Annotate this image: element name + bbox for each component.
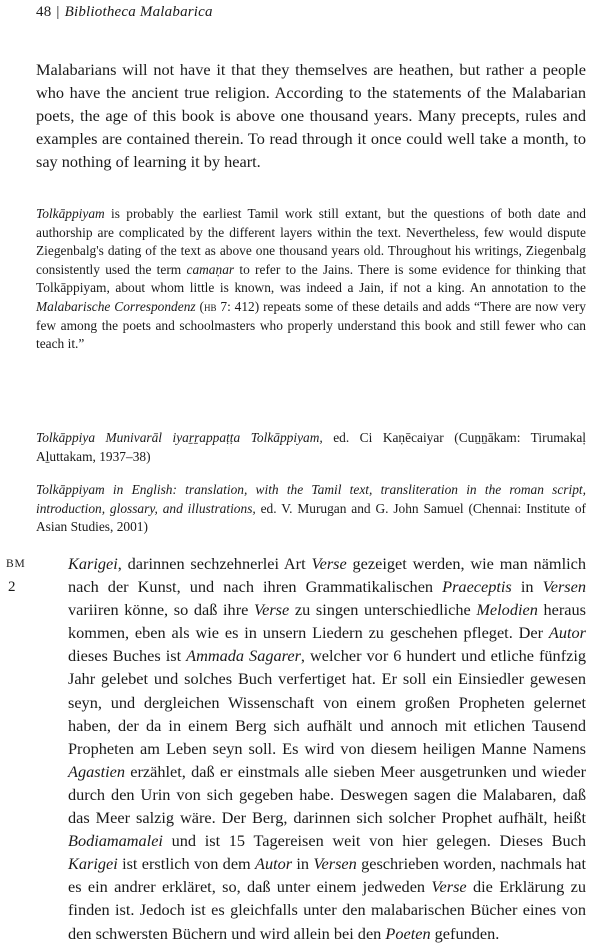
entry-italic-term: Ammada Sagarer [186, 646, 301, 666]
entry-italic-term: Praeceptis [442, 577, 512, 597]
commentary-source-title: Malabarische Correspondenz [36, 298, 196, 314]
entry-text-run: gezeiget werden, wie man nämlich nach der Kunst, und nach ihren Grammatikalischen [68, 554, 586, 597]
entry-sigla: BM [6, 558, 26, 570]
running-header [36, 2, 213, 22]
commentary-siglum: hb [203, 299, 217, 314]
reference-entry [36, 429, 586, 466]
entry-text-run: variiren könne, so daß ihre [68, 600, 254, 620]
reference-title: Tolkāppiyam in English: translation, with the Tamil text, transliteration in the roman script, introduction, glossary, and illustrations, [36, 482, 586, 516]
page-number: 48 [36, 4, 52, 20]
entry-italic-term: Verse [431, 877, 467, 897]
reference-entry [36, 481, 586, 537]
header-separator: | [56, 4, 60, 20]
entry-text-run: geschrieben worden, nachmals hat es ein andrer erkläret, so, daß unter einem jedweden [68, 854, 586, 897]
commentary-text: to refer to the Jains. There is some evidence for thinking that Tolkāppiyam, about whom little is known, was indeed a Jain, if not a king. An annotation to the [36, 261, 587, 296]
entry-text-run: zu singen unterschiedliche [289, 600, 477, 620]
commentary-text: ( [195, 298, 204, 314]
entry-italic-term: Autor [548, 623, 586, 643]
entry-text-run: gefunden. [430, 923, 500, 943]
commentary-term: camaṇar [186, 261, 235, 277]
entry-text-run: dieses Buches ist [68, 646, 187, 666]
translation-paragraph: Malabarians will not have it that they themselves are heathen, but rather a people who have the ancient true religion. According to the statements of the Malabarian poets, the age of this book is above one thousand years. Many precepts, rules and examples are contained therein. To read through it once could well take a month, to say nothing of learning it by heart. [36, 60, 586, 171]
entry-number: 2 [8, 579, 16, 595]
entry-italic-term: Melodien [476, 600, 538, 620]
reference-details: ed. Ci Kaṇēcaiyar (Cuṉṉākam: Tirumakaḷ Aḻuttakam, 1937–38) [36, 430, 586, 464]
german-entry-paragraph [68, 552, 586, 945]
entry-text-run: die Erklärung zu finden ist. Jedoch ist es gleichfalls unter den malabarischen Bücher eines von den schwersten Büchern und wird allein bei den [68, 877, 586, 943]
entry-text-run: heraus kommen, eben als wie es in unsern Liedern zu geschehen pfleget. Der [68, 600, 586, 643]
reference-title: Tolkāppiya Munivarāl iyaṟṟappaṭṭa Tolkāppiyam, [36, 430, 323, 445]
entry-text-run: in [511, 577, 543, 597]
book-title: Bibliotheca Malabarica [64, 4, 213, 20]
entry-italic-term: Karigei [68, 554, 118, 573]
entry-text-run: ist erstlich von dem [117, 854, 256, 874]
entry-text-run: und ist 15 Tagereisen weit von hier gelegen. Dieses Buch [162, 831, 586, 851]
commentary-text: 7: 412) repeats some of these details and adds “There are now very few among the poets and schoolmasters who properly understand this book and still fewer who can teach it.” [36, 298, 586, 352]
entry-italic-term: Agastien [68, 761, 125, 781]
entry-text-run: , darinnen sechzehnerlei Art [117, 554, 312, 573]
entry-italic-term: Karigei [68, 854, 118, 874]
commentary-text: is probably the earliest Tamil work still extant, but the questions of both date and authorship are complicated by the different layers within the text. Nevertheless, few would dispute Ziegenbalg's dating of the text as above one thousand years old. Throughout his writings, Ziegenbalg consistently used the term [36, 206, 586, 277]
entry-italic-term: Verse [253, 600, 290, 620]
entry-text-run: in [292, 854, 314, 874]
entry-text-run: erzählet, daß er einstmals alle sieben Meer ausgetrunken und wieder durch den Urin von sich gegeben habe. Deswegen sagen die Malabaren, daß das Meer salzig wäre. Der Berg, darinnen sich solcher Prophet aufhält, heißt [68, 761, 586, 828]
entry-italic-term: Verse [311, 554, 347, 573]
entry-italic-term: Poeten [385, 923, 431, 943]
commentary-paragraph [36, 205, 586, 354]
entry-italic-term: Autor [255, 854, 293, 874]
entry-text-run: , welcher vor 6 hundert und etliche fünfzig Jahr gelebet und solches Buch verfertiget hat. Er soll ein Einsiedler gewesen seyn, und dergleichen Wissenschaft von einem großen Propheten gelernet haben, der da in einem Berg sich aufhält und annoch mit etlichen Tausend Propheten am Leben seyn soll. Es wird von diesem heiligen Manne Namens [68, 646, 587, 758]
entry-italic-term: Bodiamamalei [68, 831, 163, 851]
reference-details: ed. V. Murugan and G. John Samuel (Chennai: Institute of Asian Studies, 2001) [36, 500, 587, 535]
entry-italic-term: Versen [313, 854, 357, 874]
entry-italic-term: Versen [542, 577, 586, 597]
commentary-work-title: Tolkāppiyam [36, 206, 105, 221]
